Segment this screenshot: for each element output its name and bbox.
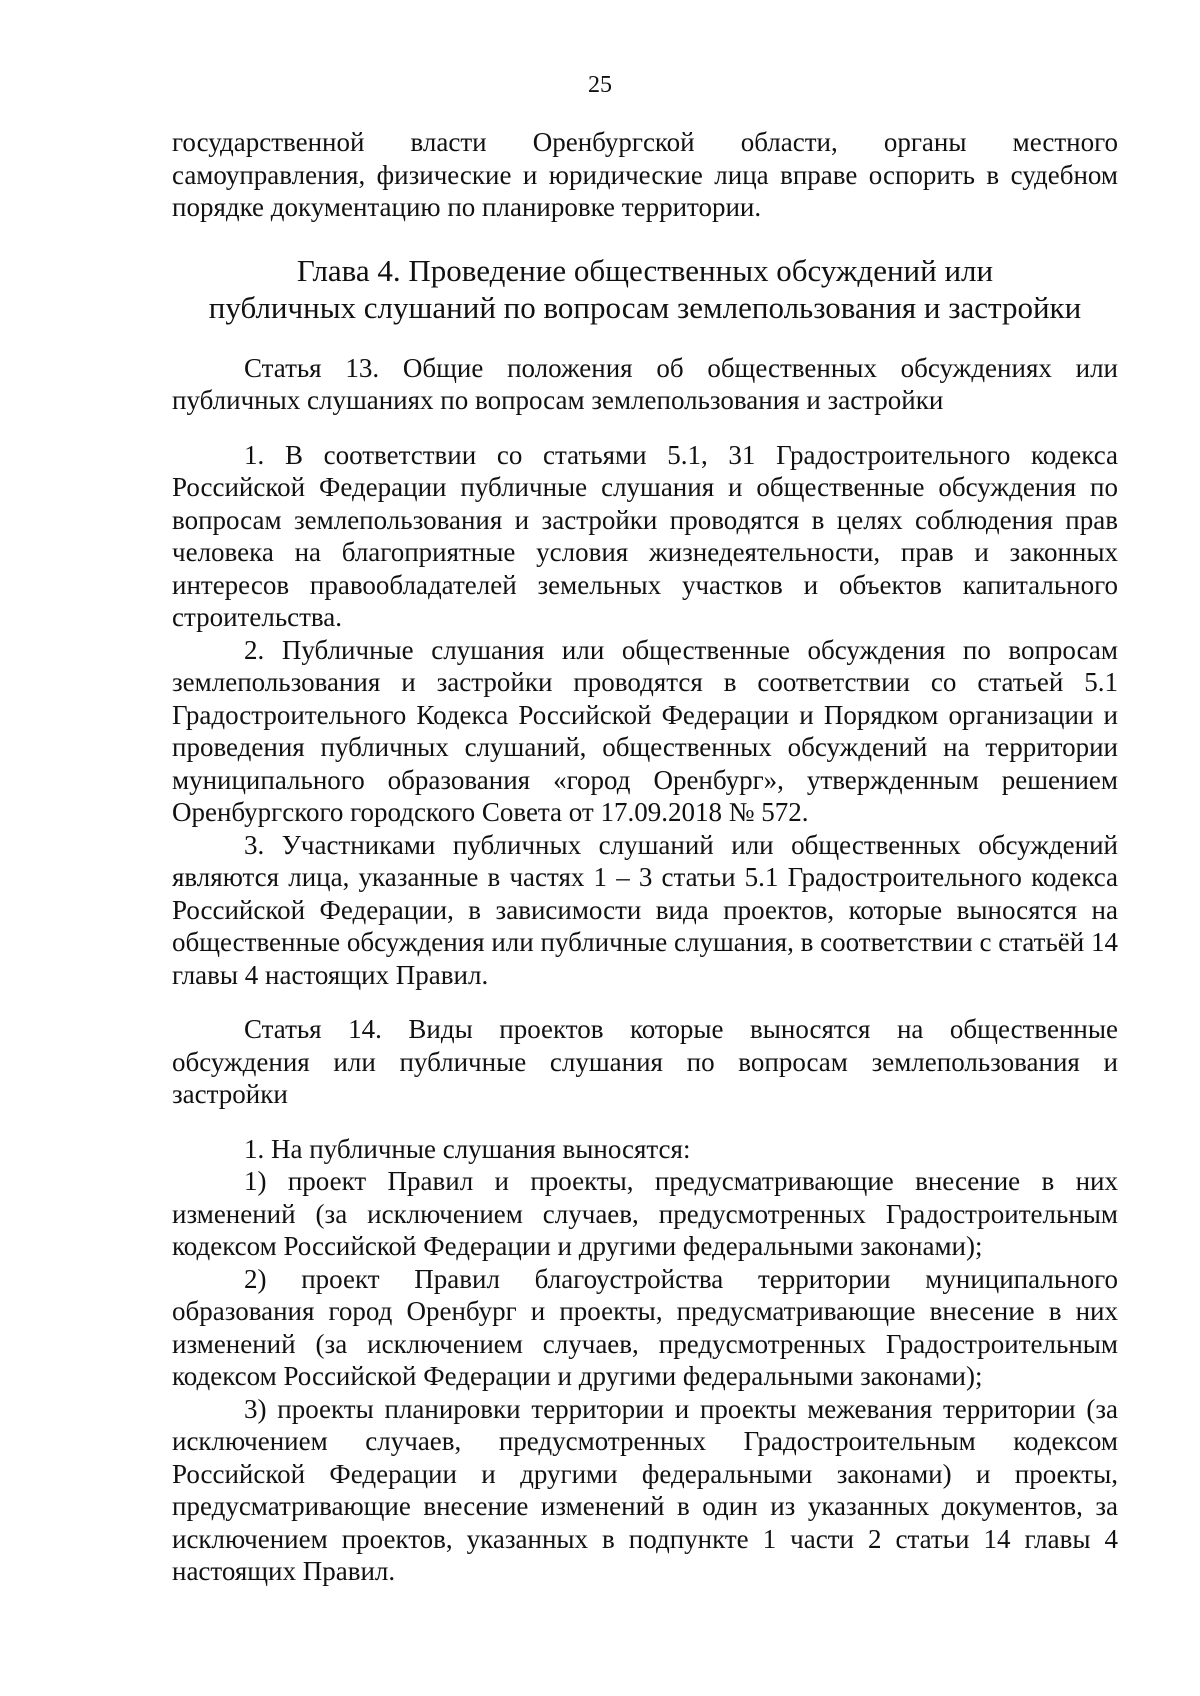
article-14-item-3: 3) проекты планировки территории и проекты межевания территории (за исключением случаев, предусмотренных Градостроительным кодексом Российской Федерации и другими федеральными законами) и проекты, предусматривающие внесение изменений в один из указанных документов, за исключением проектов, указанных в подпункте 1 части 2 статьи 14 главы 4 настоящих Правил.: [172, 1393, 1118, 1586]
page-number: 25: [588, 72, 612, 98]
article-13-title: Статья 13. Общие положения об общественных обсуждениях или публичных слушаниях по вопросам землепользования и застройки: [172, 352, 1118, 415]
page-body: [172, 126, 1118, 1588]
chapter-title-line-1: Глава 4. Проведение общественных обсуждений или: [296, 252, 994, 288]
article-13-paragraph-1: 1. В соответствии со статьями 5.1, 31 Градостроительного кодекса Российской Федерации публичные слушания и общественные обсуждения по вопросам землепользования и застройки проводятся в целях соблюдения прав человека на благоприятные условия жизнедеятельности, прав и законных интересов правообладателей земельных участков и объектов капитального строительства.: [172, 439, 1118, 632]
chapter-title: [172, 252, 1118, 326]
article-13-paragraph-2: 2. Публичные слушания или общественные обсуждения по вопросам землепользования и застройки проводятся в соответствии со статьей 5.1 Градостроительного Кодекса Российской Федерации и Порядком организации и проведения публичных слушаний, общественных обсуждений на территории муниципального образования «город Оренбург», утвержденным решением Оренбургского городского Совета от 17.09.2018 № 572.: [172, 634, 1118, 827]
article-13-paragraph-3: 3. Участниками публичных слушаний или общественных обсуждений являются лица, указанные в частях 1 – 3 статьи 5.1 Градостроительного кодекса Российской Федерации, в зависимости вида проектов, которые выносятся на общественные обсуждения или публичные слушания, в соответствии с статьёй 14 главы 4 настоящих Правил.: [172, 829, 1118, 990]
article-14-paragraph-1: 1. На публичные слушания выносятся:: [244, 1133, 691, 1164]
article-14-title: Статья 14. Виды проектов которые выносятся на общественные обсуждения или публичные слушания по вопросам землепользования и застройки: [172, 1014, 1118, 1109]
chapter-title-line-2: публичных слушаний по вопросам землепользования и застройки: [208, 289, 1082, 325]
article-14-item-1: 1) проект Правил и проекты, предусматривающие внесение в них изменений (за исключением случаев, предусмотренных Градостроительным кодексом Российской Федерации и другими федеральными законами);: [172, 1166, 1118, 1261]
article-14-item-2: 2) проект Правил благоустройства территории муниципального образования город Оренбург и проекты, предусматривающие внесение в них изменений (за исключением случаев, предусмотренных Градостроительным кодексом Российской Федерации и другими федеральными законами);: [172, 1263, 1118, 1391]
intro-paragraph: государственной власти Оренбургской области, органы местного самоуправления, физические и юридические лица вправе оспорить в судебном порядке документацию по планировке территории.: [172, 127, 1118, 222]
